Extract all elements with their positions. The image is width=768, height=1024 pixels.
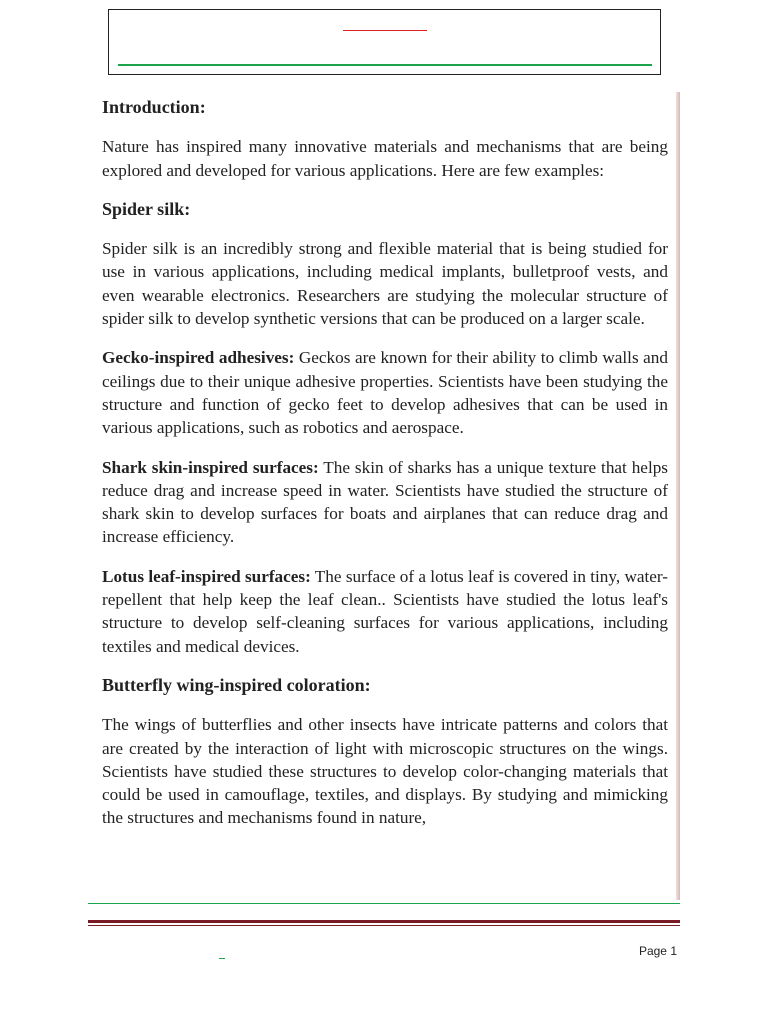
header-green-rule: [118, 64, 652, 66]
document-body: [102, 96, 668, 830]
scanned-page: [88, 92, 680, 900]
section-lead-shark: Shark skin-inspired surfaces:: [102, 457, 319, 477]
footer-small-mark: [219, 958, 225, 959]
section-body-gecko: Geckos are known for their ability to climb walls and ceilings due to their unique adhesive properties. Scientists have been studying the structure and function of gecko feet to develop adhesives that can be used in various applications, such as robotics and aerospace.: [102, 348, 668, 438]
header-box: [108, 9, 661, 75]
section-body-lotus: The surface of a lotus leaf is covered in tiny, water-repellent that help keep the leaf clean.. Scientists have studied the lotus leaf's structure to develop self-cleaning surfaces for various applications, including textiles and medical devices.: [102, 566, 669, 656]
section-lead-gecko: Gecko-inspired adhesives:: [102, 348, 295, 368]
section-gecko: [102, 346, 668, 439]
section-shark: [102, 456, 668, 549]
section-heading-butterfly: Butterfly wing-inspired coloration:: [102, 674, 371, 695]
page-number: Page 1: [638, 944, 677, 958]
section-lead-lotus: Lotus leaf-inspired surfaces:: [102, 566, 311, 586]
section-heading-spider-silk: Spider silk:: [102, 198, 191, 219]
section-body-spider-silk: Spider silk is an incredibly strong and flexible material that is being studied for use in various applications, including medical implants, bulletproof vests, and even wearable electronics. Researchers are studying the molecular structure of spider silk to develop synthetic versions that can be produced on a larger scale.: [102, 239, 668, 329]
section-body-introduction: Nature has inspired many innovative materials and mechanisms that are being explored and developed for various applications. Here are few examples:: [102, 137, 668, 180]
section-lotus: [102, 565, 668, 658]
footer-green-rule: [88, 903, 680, 904]
scan-edge-shadow: [676, 92, 680, 900]
footer-maroon-rule-thin: [88, 925, 680, 926]
section-body-shark: The skin of sharks has a unique texture that helps reduce drag and increase speed in water. Scientists have studied the structure of shark skin to develop surfaces for boats and airplanes that can reduce drag and increase efficiency.: [102, 457, 668, 547]
header-red-rule: [343, 30, 427, 31]
footer-maroon-rule-thick: [88, 920, 680, 923]
section-heading-introduction: Introduction:: [102, 97, 206, 117]
section-body-butterfly: The wings of butterflies and other insects have intricate patterns and colors that are created by the interaction of light with microscopic structures on the wings. Scientists have studied these structures to develop color-changing materials that could be used in camouflage, textiles, and displays. By studying and mimicking the structures and mechanisms found in nature,: [102, 715, 668, 828]
